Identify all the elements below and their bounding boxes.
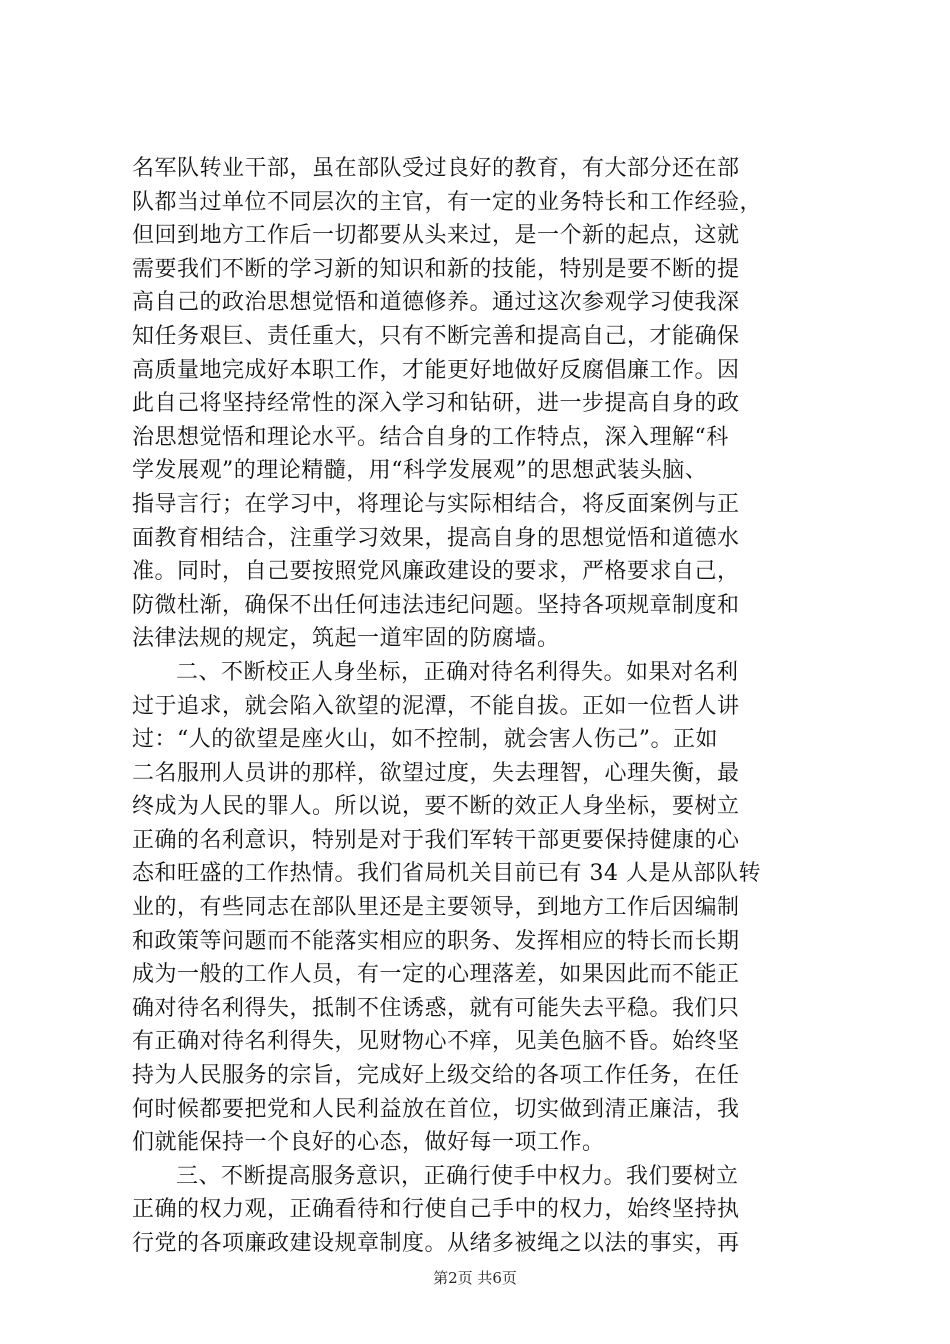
text-line: 需要我们不断的学习新的知识和新的技能，特别是要不断的提 [132, 256, 740, 282]
text-line: 过于追求，就会陷入欲望的泥潭，不能自拔。正如一位哲人讲 [132, 693, 740, 719]
text-line: 高自己的政治思想觉悟和道德修养。通过这次参观学习使我深 [132, 290, 740, 316]
text-line: 防微杜渐，确保不出任何违法违纪问题。坚持各项规章制度和 [132, 592, 740, 618]
text-line: 有正确对待名利得失，见财物心不痒，见美色脑不昏。始终坚 [132, 1029, 740, 1055]
text-line: 确对待名利得失，抵制不住诱惑，就有可能失去平稳。我们只 [132, 995, 740, 1021]
text-line: 队都当过单位不同层次的主官，有一定的业务特长和工作经验， [132, 189, 763, 215]
text-line: 和政策等问题而不能落实相应的职务、发挥相应的特长而长期 [132, 928, 740, 954]
text-line: 过：“人的欲望是座火山，如不控制，就会害人伤己”。正如 [132, 727, 718, 753]
text-line: 行党的各项廉政建设规章制度。从绪多被绳之以法的事实，再 [132, 1231, 740, 1256]
text-line: 治思想觉悟和理论水平。结合自身的工作特点，深入理解“科 [132, 424, 729, 450]
text-line: 学发展观”的理论精髓，用“科学发展观”的思想武装头脑、 [132, 458, 708, 484]
text-line: 高质量地完成好本职工作，才能更好地做好反腐倡廉工作。因 [132, 357, 740, 383]
text-line: 三、不断提高服务意识，正确行使手中权力。我们要树立 [176, 1163, 739, 1189]
text-line: 正确的名利意识，特别是对于我们军转干部更要保持健康的心 [132, 827, 740, 853]
text-line: 业的，有些同志在部队里还是主要领导，到地方工作后因编制 [132, 895, 740, 921]
document-body [132, 152, 832, 1261]
text-line: 们就能保持一个良好的心态，做好每一项工作。 [132, 1130, 605, 1156]
text-line: 何时候都要把党和人民利益放在首位，切实做到清正廉洁，我 [132, 1096, 740, 1122]
text-line: 终成为人民的罪人。所以说，要不断的效正人身坐标，要树立 [132, 794, 740, 820]
text-line: 法律法规的规定，筑起一道牢固的防腐墙。 [132, 626, 560, 652]
text-line: 指导言行；在学习中，将理论与实际相结合，将反面案例与正 [132, 491, 740, 517]
text-line: 面教育相结合，注重学习效果，提高自身的思想觉悟和道德水 [132, 525, 740, 551]
text-line: 成为一般的工作人员，有一定的心理落差，如果因此而不能正 [132, 962, 740, 988]
text-line: 知任务艰巨、责任重大，只有不断完善和提高自己，才能确保 [132, 323, 740, 349]
text-line: 准。同时，自己要按照党风廉政建设的要求，严格要求自己， [132, 559, 740, 585]
text-line: 但回到地方工作后一切都要从头来过，是一个新的起点，这就 [132, 223, 740, 249]
text-line: 二、不断校正人身坐标，正确对待名利得失。如果对名利 [176, 659, 739, 685]
page-number-footer: 第2页 共6页 [433, 1269, 517, 1287]
text-line: 持为人民服务的宗旨，完成好上级交给的各项工作任务，在任 [132, 1063, 740, 1089]
text-line: 二名服刑人员讲的那样，欲望过度，失去理智，心理失衡，最 [132, 760, 740, 786]
text-line: 名军队转业干部，虽在部队受过良好的教育，有大部分还在部 [132, 156, 740, 181]
text-line: 此自己将坚持经常性的深入学习和钻研，进一步提高自身的政 [132, 391, 740, 417]
text-line: 正确的权力观，正确看待和行使自己手中的权力，始终坚持执 [132, 1197, 740, 1223]
text-line: 态和旺盛的工作热情。我们省局机关目前已有 34 人是从部队转 [132, 861, 761, 887]
